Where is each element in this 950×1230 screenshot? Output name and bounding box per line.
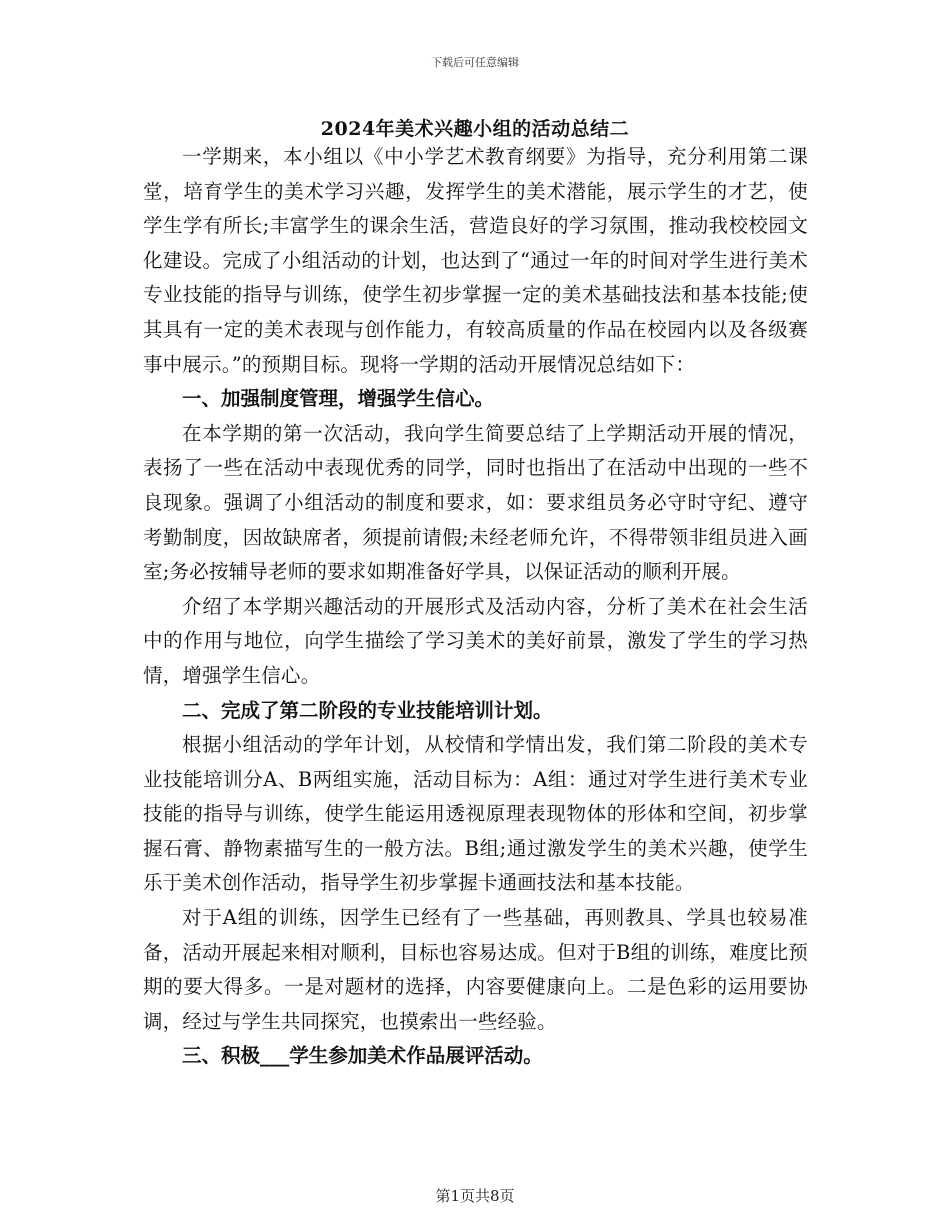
section-1-paragraph-2: 介绍了本学期兴趣活动的开展形式及活动内容，分析了美术在社会生活中的作用与地位，向学生描绘了学习美术的美好前景，激发了学生的学习热情，增强学生信心。 bbox=[143, 594, 808, 687]
document-body bbox=[143, 140, 808, 1074]
section-2-paragraph-2: 对于A组的训练，因学生已经有了一些基础，再则教具、学具也较易准备，活动开展起来相对顺利，目标也容易达成。但对于B组的训练，难度比预期的要大得多。一是对题材的选择，内容要健康向上。二是色彩的运用要协调，经过与学生共同探究，也摸索出一些经验。 bbox=[143, 906, 808, 1033]
page-number-footer: 第1页共8页 bbox=[435, 1187, 515, 1205]
header-note: 下载后可任意编辑 bbox=[431, 56, 519, 69]
intro-paragraph: 一学期来，本小组以《中小学艺术教育纲要》为指导，充分利用第二课堂，培育学生的美术学习兴趣，发挥学生的美术潜能，展示学生的才艺，使学生学有所长;丰富学生的课余生活，营造良好的学习氛围，推动我校校园文化建设。完成了小组活动的计划，也达到了“通过一年的时间对学生进行美术专业技能的指导与训练，使学生初步掌握一定的美术基础技法和基本技能;使其具有一定的美术表现与创作能力，有较高质量的作品在校园内以及各级赛事中展示。”的预期目标。现将一学期的活动开展情况总结如下： bbox=[143, 145, 808, 376]
section-1-paragraph-1: 在本学期的第一次活动，我向学生简要总结了上学期活动开展的情况，表扬了一些在活动中表现优秀的同学，同时也指出了在活动中出现的一些不良现象。强调了小组活动的制度和要求，如：要求组员务必守时守纪、遵守考勤制度，因故缺席者，须提前请假;未经老师允许，不得带领非组员进入画室;务必按辅导老师的要求如期准备好学具，以保证活动的顺利开展。 bbox=[143, 421, 808, 584]
document-title: 2024年美术兴趣小组的活动总结二 bbox=[320, 118, 630, 140]
section-heading-2: 二、完成了第二阶段的专业技能培训计划。 bbox=[182, 698, 553, 722]
section-heading-3: 三、积极___学生参加美术作品展评活动。 bbox=[182, 1044, 543, 1068]
section-heading-1: 一、加强制度管理，增强学生信心。 bbox=[182, 387, 495, 411]
section-2-paragraph-1: 根据小组活动的学年计划，从校情和学情出发，我们第二阶段的美术专业技能培训分A、B两组实施，活动目标为：A组：通过对学生进行美术专业技能的指导与训练，使学生能运用透视原理表现物体的形体和空间，初步掌握石膏、静物素描写生的一般方法。B组;通过激发学生的美术兴趣，使学生乐于美术创作活动，指导学生初步掌握卡通画技法和基本技能。 bbox=[143, 733, 808, 895]
